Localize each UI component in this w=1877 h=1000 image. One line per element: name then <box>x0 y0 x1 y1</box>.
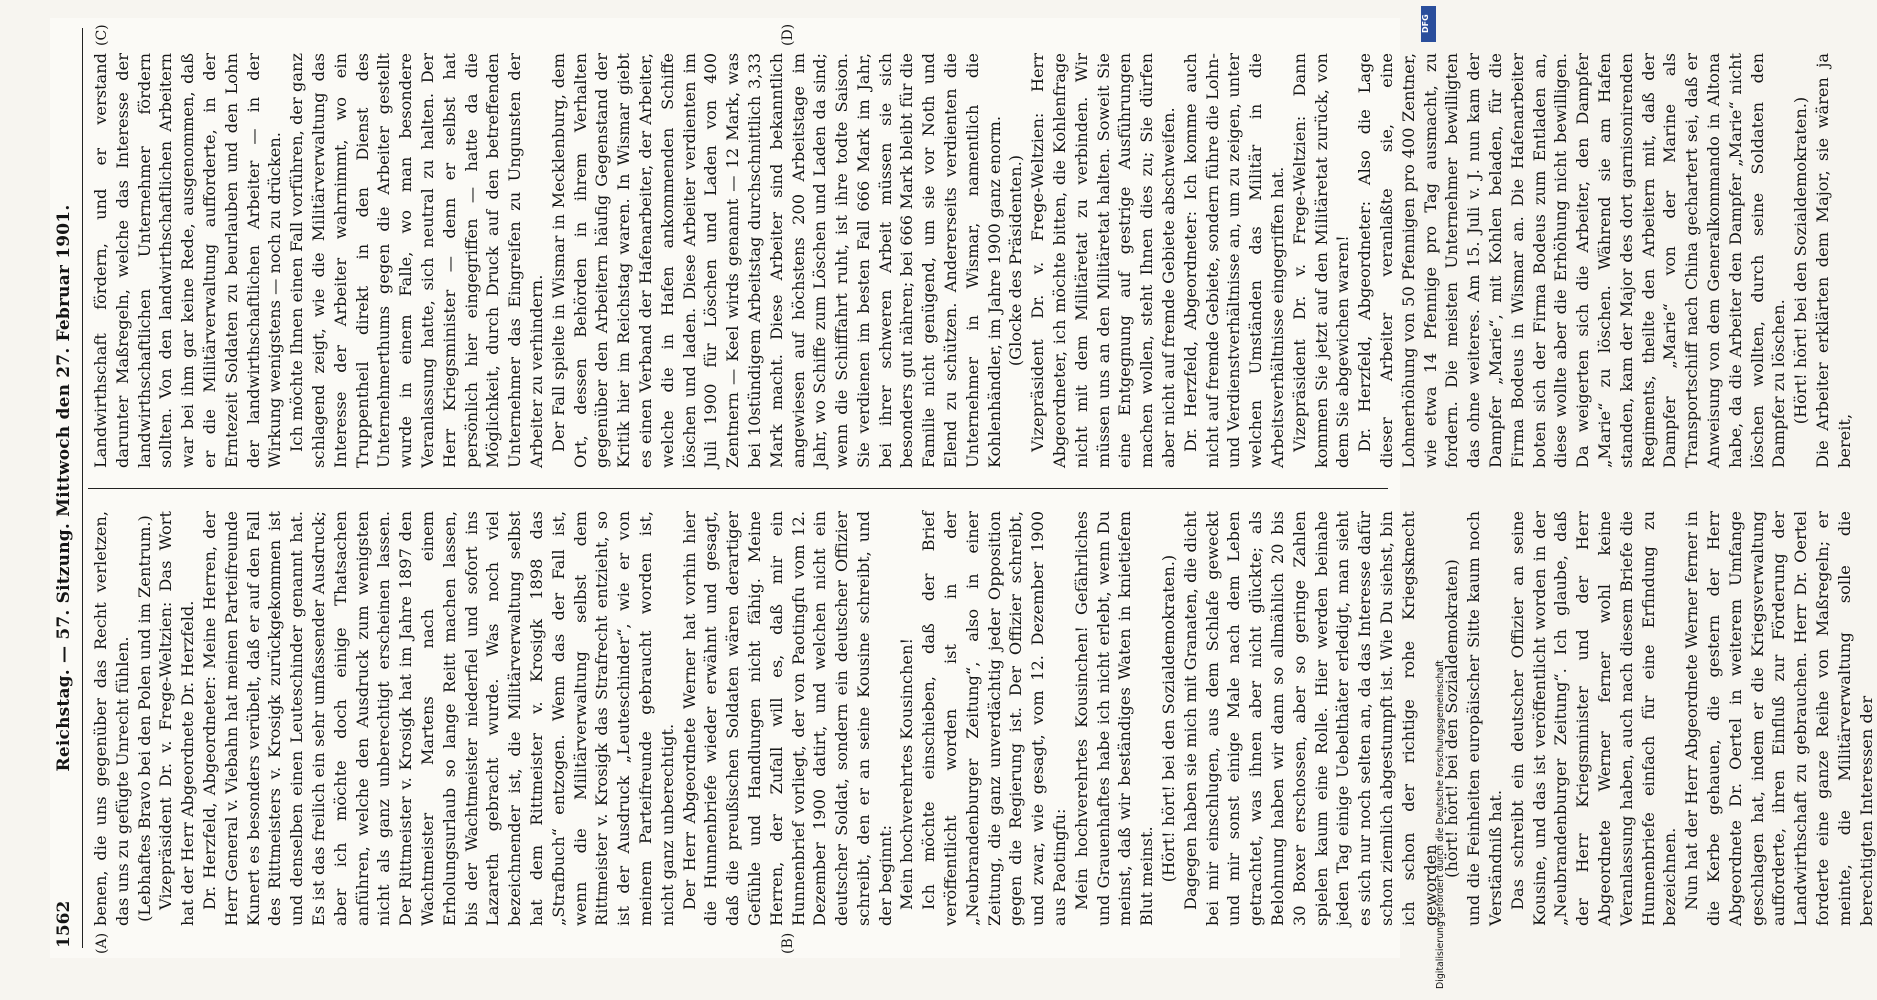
margin-marker-a: (A) <box>94 932 110 954</box>
interjection: (Lebhaftes Bravo bei den Polen und im Zentrum.) <box>134 515 154 922</box>
digitization-watermark <box>1421 4 1446 994</box>
paragraph: Der Fall spielte in Wismar in Mecklenburg, dem Ort, dessen Behörden in ihrem Verhalten gegenüber den Arbeitern häufig Gegenstand der Kritik hier im Reichstag waren. In Wismar giebt es einen Verband der Hafenarbeiter, der Arbeiter, welche die in Hafen ankommenden Schiffe löschen und laden. Diese Arbeiter verdienten im Juli 1900 für Löschen und Laden von 400 Zentnern — Keel wirds genannt — 12 Mark, was bei 10stündigem Arbeitstag durchschnittlich 3,33 Mark macht. Diese Arbeiter sind bekanntlich angewiesen auf höchstens 200 Arbeitstage im Jahr, wo Schiffe zum Löschen und Laden da sind; wenn die Schifffahrt ruht, ist ihre todte Saison. Sie verdienen im besten Fall 666 Mark im Jahr, bei ihrer schweren Arbeit müssen sie sich besonders gut nähren; bei 666 Mark bleibt für die Familie nicht genügend, um sie vor Noth und Elend zu schützen. Andererseits verdienten die Unternehmer in Wismar, namentlich die Kohlenhändler, im Jahre 1900 ganz enorm. <box>548 53 1004 468</box>
paragraph: Die Arbeiter erklärten dem Major, sie wären ja bereit, <box>1812 53 1854 468</box>
paragraph: Dr. Herzfeld, Abgeordneter: Meine Herren, der Herr General v. Viebahn hat meinen Parteifreunde Kunert es besonders verübelt, daß er auf den Fall des Rittmeisters v. Krosigk zurückgekommen ist und denselben einen Leuteschinder genannt hat. Es ist das freilich ein sehr umfassender Ausdruck; aber ich möchte doch einige Thatsachen anführen, welche den Ausdruck zum wenigsten nicht als ganz unberechtigt erscheinen lassen. Der Rittmeister v. Krosigk hat im Jahre 1897 den Wachtmeister Martens nach einem Erholungsurlaub so lange Reitt machen lassen, bis der Wachtmeister niederfiel und sofort ins Lazareth gebracht wurde. Was noch viel bezeichnender ist, die Militärverwaltung selbst hat dem Rittmeister v. Krosigk 1898 das „Strafbuch“ entzogen. Wenn das der Fall ist, wenn die Militärverwaltung selbst dem Rittmeister v. Krosigk das Strafrecht entzieht, so ist der Ausdruck „Leuteschinder“, wie er von meinem Parteifreunde gebraucht worden ist, nicht ganz unberechtigt. <box>199 511 677 926</box>
paragraph: Nun hat der Herr Abgeordnete Werner ferner in die Kerbe gehauen, die gestern der Herr Abgeordnete Dr. Oertel in weiterem Umfange geschlagen hat, indem er die Kriegsverwaltung aufforderte, ihren Einfluß zur Förderung der Landwirthschaft zu gebrauchen. Herr Dr. Oertel forderte eine ganze Reihe von Maßregeln; er meinte, die Militärverwaltung solle die berechtigten Interessen der <box>1682 511 1876 926</box>
column-divider <box>88 488 1388 489</box>
quoted-letter: und die Feinheiten europäischer Sitte kaum noch Verständniß hat. <box>1464 511 1505 926</box>
paragraph: Vizepräsident Dr. v. Frege-Weltzien: Dann kommen Sie jetzt auf den Militäretat zurück, von dem Sie abgewichen waren! <box>1289 53 1353 468</box>
interjection: (hört! hört! bei den Sozialdemokraten) <box>1442 559 1462 878</box>
paragraph: benen, die uns gegenüber das Recht verletzen, das uns zu gefügte Unrecht fühlen. <box>91 511 132 926</box>
page-number: 1562 <box>54 900 74 948</box>
paragraph: Landwirthschaft fördern, und er verstand darunter Maßregeln, welche das Interesse der landwirthschaftlichen Unternehmer fördern sollten. Von den landwirthschaftlichen Arbeitern war bei ihm gar keine Rede, ausgenommen, daß er die Militärverwaltung aufforderte, in der Erntezeit Soldaten zu beurlauben und den Lohn der landwirthschaftlichen Arbeiter — in der Wirkung wenigstens — noch zu drücken. <box>91 53 285 468</box>
running-title: Reichstag. — 57. Sitzung. Mittwoch den 27. Februar 1901. <box>54 204 74 772</box>
interjection: (Hört! hört! bei den Sozialdemokraten.) <box>1159 554 1179 883</box>
watermark-text: Digitalisierung gefördert durch die Deutsche Forschungsgemeinschaft <box>1435 660 1446 989</box>
interjection: (Glocke des Präsidenten.) <box>1006 154 1026 367</box>
paragraph: Das schreibt ein deutscher Offizier an seine Kousine, und das ist veröffentlicht worden in der „Neubrandenburger Zeitung“. Ich glaube, daß der Herr Kriegsminister und der Herr Abgeordnete Werner ferner wohl keine Veranlassung haben, auch nach diesem Briefe die Hunnenbriefe einfach für eine Erfindung zu bezeichnen. <box>1507 511 1680 926</box>
paragraph: Mein hochverehrtes Kousinchen! <box>897 637 917 910</box>
margin-marker-b: (B) <box>780 932 796 954</box>
paragraph: Ich möchte Ihnen einen Fall vorführen, der ganz schlagend zeigt, wie die Militärverwaltung das Interesse der Arbeiter wahrnimmt, wo ein Truppentheil direkt in den Dienst des Unternehmerthums gegen die Arbeiter gestellt wurde in einem Falle, wo man besondere Veranlassung hatte, sich neutral zu halten. Der Herr Kriegsminister — denn er selbst hat persönlich hier eingegriffen — hatte da die Möglichkeit, durch Druck auf den betreffenden Unternehmer das Eingreifen zu Ungunsten der Arbeiter zu verhindern. <box>287 53 546 468</box>
paragraph: Vizepräsident Dr. v. Frege-Weltzien: Herr Abgeordneter, ich möchte bitten, die Kohlenfrage nicht mit dem Militäretat zu verbinden. Wir müssen uns an den Militäretat halten. Soweit Sie eine Entgegnung auf gestrige Ausführungen machen wollen, steht Ihnen dies zu; Sie dürfen aber nicht auf fremde Gebiete abschweifen. <box>1028 53 1179 468</box>
margin-marker-c: (C) <box>94 24 110 46</box>
paragraph: Ich möchte einschieben, daß der Brief veröffentlicht worden ist in der „Neubrandenburger Zeitung“, also in einer Zeitung, die ganz unverdächtig jeder Opposition gegen die Regierung ist. Der Offizier schreibt, und zwar, wie gesagt, vom 12. Dezember 1900 aus Paotingfu: <box>919 511 1070 926</box>
paragraph: Dr. Herzfeld, Abgeordneter: Also die Lage dieser Arbeiter veranlaßte sie, eine Lohnerhöhung von 50 Pfennigen pro 400 Zentner, wie etwa 14 Pfennige pro Tag ausmacht, zu fordern. Die meisten Unternehmer bewilligten das ohne weiteres. Am 15. Juli v. J. nun kam der Dampfer „Marie“, mit Kohlen beladen, für die Firma Bodeus in Wismar an. Die Hafenarbeiter boten sich der Firma Bodeus zum Entladen an, diese wollte aber die Erhöhung nicht bewilligen. Da weigerten sich die Arbeiter, den Dampfer „Marie“ zu löschen. Während sie am Hafen standen, kam der Major des dort garnisonirenden Regiments, theilte den Arbeitern mit, daß der Dampfer „Marie“ von der Marine als Transportschiff nach China gechartert sei, daß er Anweisung von dem Generalkommando in Altona habe, da die Arbeiter den Dampfer „Marie“ nicht löschen wollten, durch seine Soldaten den Dampfer zu löschen. <box>1355 53 1789 468</box>
quoted-letter: Mein hochverehrtes Kousinchen! Gefährliches und Grauenhaftes habe ich nicht erlebt, wenn Du meinst, daß wir beständiges Waten in knietiefem Blut meinst. <box>1071 511 1157 926</box>
right-text-column <box>90 53 1854 468</box>
paragraph: Dr. Herzfeld, Abgeordneter: Ich komme auch nicht auf fremde Gebiete, sondern führe die Lohn- und Verdienstverhältnisse an, um zu zeigen, unter welchen Umständen das Militär in die Arbeitsverhältnisse eingegriffen hat. <box>1180 53 1288 468</box>
quoted-letter: Dagegen haben sie mich mit Granaten, die dicht bei mir einschlugen, aus dem Schlafe geweckt und mir sonst einige Male nach dem Leben getrachtet, was ihnen aber nicht glückte; als Belohnung haben wir dann so allmählich 20 bis 30 Boxer erschossen, aber so geringe Zahlen spielen kaum eine Rolle. Hier werden beinahe jeden Tag einige Uebelthäter erledigt, man sieht es sich nur noch selten an, da das Interesse dafür schon ziemlich abgestumpft ist. Wie Du siehst, bin ich schon der richtige rohe Kriegsknecht geworden <box>1180 511 1440 926</box>
page-header <box>50 28 83 948</box>
interjection: (Hört! hört! bei den Sozialdemokraten.) <box>1791 96 1811 425</box>
dfg-logo: DFG <box>1421 6 1436 42</box>
paragraph: Vizepräsident Dr. v. Frege-Weltzien: Das Wort hat der Herr Abgeordnete Dr. Herzfeld. <box>156 511 198 926</box>
margin-marker-d: (D) <box>780 23 796 46</box>
paragraph: Der Herr Abgeordnete Werner hat vorhin hier die Hunnenbriefe wieder erwähnt und gesagt, daß die preußischen Soldaten wären derartiger Gefühle und Handlungen nicht fähig. Meine Herren, der Zufall will es, daß mir ein Hunnenbrief vorliegt, der von Paotingfu vom 12. Dezember 1900 datirt, und welchen nicht ein deutscher Soldat, sondern ein deutscher Offizier schreibt, den er an seine Kousine schreibt, und der beginnt: <box>679 511 895 926</box>
